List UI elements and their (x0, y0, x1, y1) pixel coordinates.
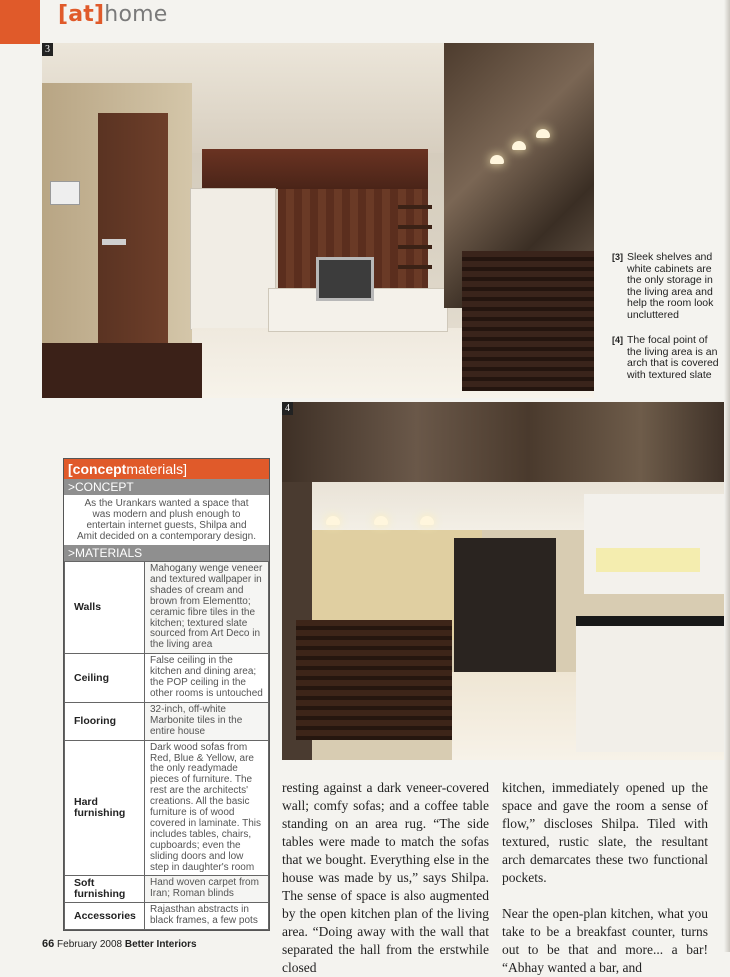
concept-text: As the Urankars wanted a space that was modern and plush enough to entertain internet guests, Shilpa and Amit decided on a contemporary design. (64, 495, 269, 545)
section-color-tab (0, 0, 40, 44)
materials-table (64, 561, 269, 930)
concept-heading: >CONCEPT (64, 479, 269, 495)
section-title (58, 2, 167, 27)
photo-number: 4 (282, 402, 293, 415)
table-row: Ceiling False ceiling in the kitchen and dining area; the POP ceiling in the other rooms is untouched (65, 654, 269, 703)
page-edge (724, 0, 730, 952)
kitchen-cabinet (584, 494, 730, 594)
kitchen-island (576, 616, 730, 752)
caption-3: [3] Sleek shelves and white cabinets are the only storage in the living area and help the room look uncluttered (612, 251, 714, 321)
side-table (42, 343, 202, 398)
table-row: Accessories Rajasthan abstracts in black frames, a few pots (65, 903, 269, 930)
bracket-open: [ (58, 2, 69, 27)
magazine-name: Better Interiors (124, 939, 197, 950)
switch-panel (50, 181, 80, 205)
body-column-2 (502, 779, 708, 977)
bar-counter (462, 251, 594, 391)
table-row: Flooring 32-inch, off-white Marbonite tiles in the entire house (65, 702, 269, 740)
slate-arch (282, 402, 730, 482)
issue-date: February 2008 (57, 939, 123, 950)
body-paragraph: kitchen, immediately opened up the space and gave the room a sense of flow,” discloses Shilpa. Tiled with textured, rustic slate, the resultant arch demarcates these two functional pockets. (502, 780, 708, 885)
caption-4: [4] The focal point of the living area is an arch that is covered with textured slate (612, 334, 719, 381)
page-number: 66 (42, 938, 55, 950)
concept-materials-box (63, 458, 270, 931)
materials-heading: >MATERIALS (64, 545, 269, 561)
photo-kitchen-arch (282, 402, 730, 760)
body-column-1: resting against a dark veneer-covered wall; comfy sofas; and a coffee table standing on an area rug. “The side tables were made to match the sofas that we bought. Everything else in the house was made by us,” says Shilpa. The sense of space is also augmented by the open kitchen plan of the living area. “Doing away with the wall that separated the hall from the erstwhile closed (282, 780, 489, 975)
bar-counter (296, 620, 452, 740)
body-paragraph: Near the open-plan kitchen, what you take to be a breakfast counter, turns out to be that and more... a bar! “Abhay wanted a bar, and (502, 906, 708, 975)
table-row: Soft furnishing Hand woven carpet from Iran; Roman blinds (65, 876, 269, 903)
section-tag: at (68, 2, 95, 27)
pendant-lamp (326, 516, 340, 525)
photo-number: 3 (42, 43, 53, 56)
table-row: Walls Mahogany wenge veneer and textured wallpaper in shades of cream and brown from Elementto; ceramic fibre tiles in the kitchen; textured slate sourced from Art Deco in the living area (65, 562, 269, 654)
photo-living-area (42, 43, 594, 398)
pendant-lamp (374, 516, 388, 525)
section-name: home (104, 2, 168, 27)
pendant-lamp (536, 129, 550, 138)
bracket-close: ] (94, 2, 105, 27)
page-footer (42, 938, 197, 950)
pendant-lamp (512, 141, 526, 150)
pendant-lamp (490, 155, 504, 164)
pendant-lamp (420, 516, 434, 525)
white-cabinet (190, 188, 276, 330)
table-row: Hard furnishing Dark wood sofas from Red, Blue & Yellow, are the only readymade pieces of furniture. The rest are the architects' creations. All the basic furniture is of wood covered in laminate. This includes tables, chairs, cupboards; even the sliding doors and low step in daughter's room (65, 740, 269, 876)
television (316, 257, 374, 301)
concept-box-title: [conceptmaterials] (64, 459, 269, 479)
